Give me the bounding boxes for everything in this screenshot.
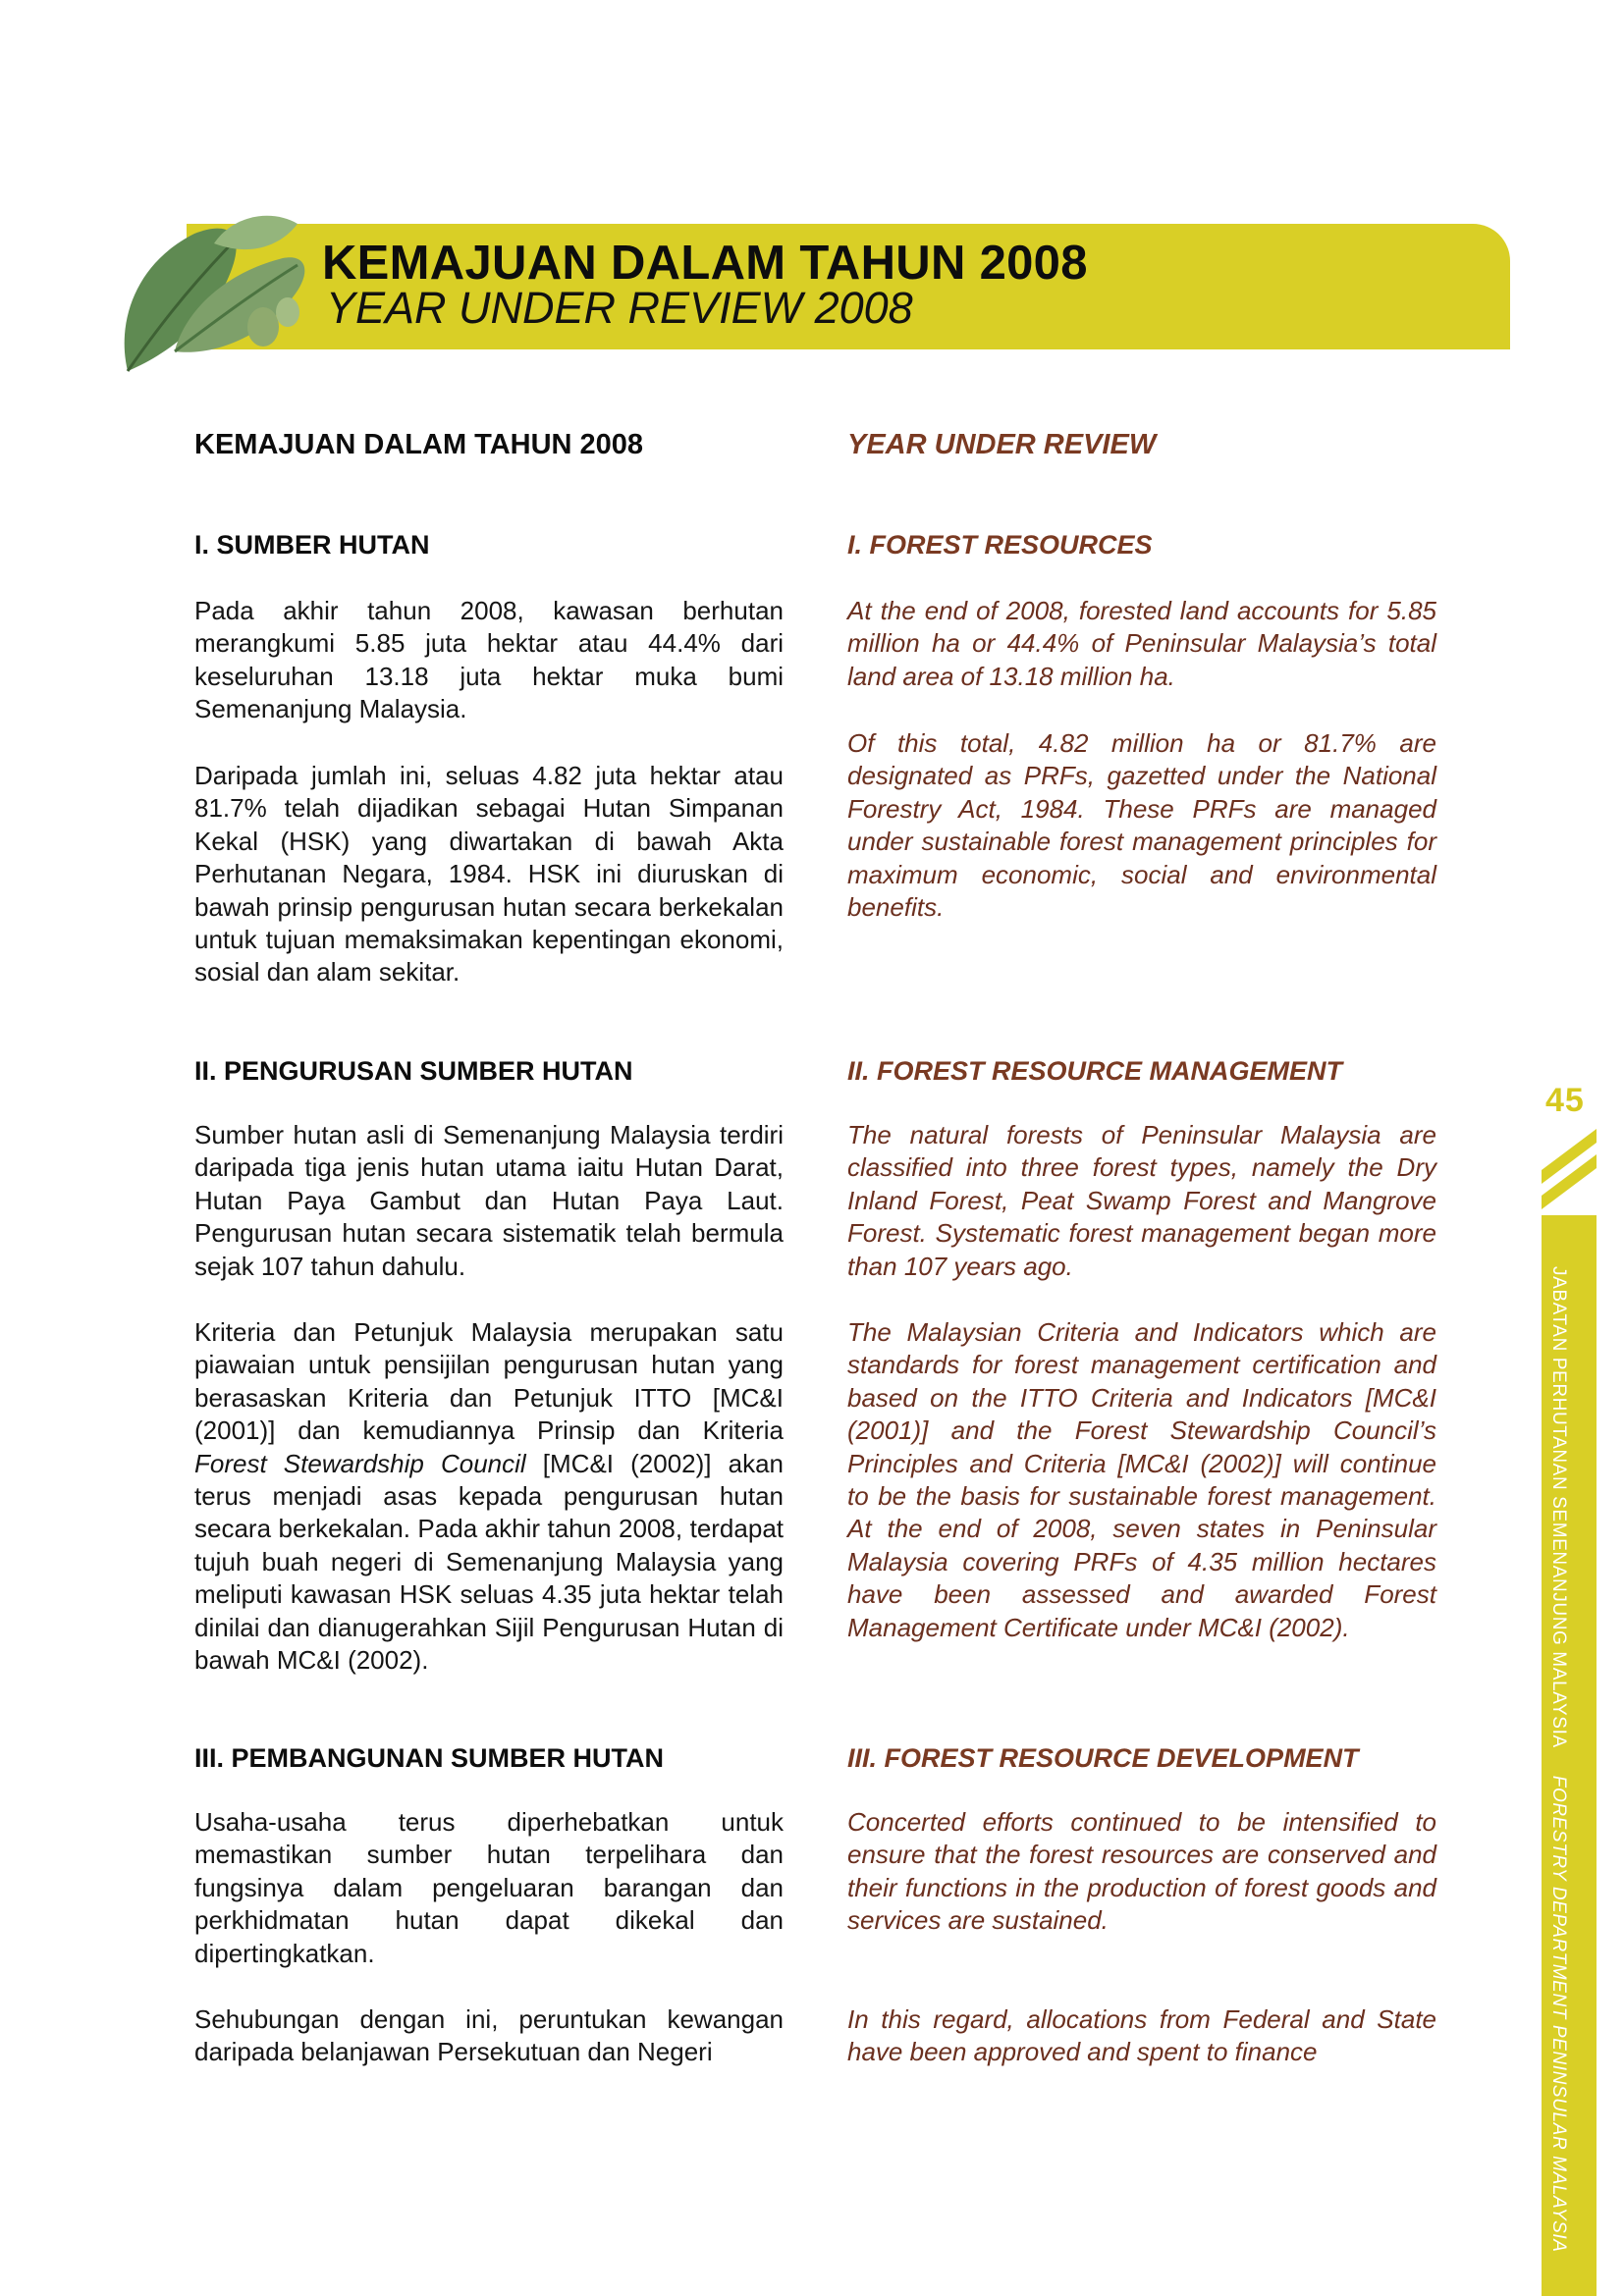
paragraph: Pada akhir tahun 2008, kawasan berhutan merangkumi 5.85 juta hektar atau 44.4% dari keseluruhan 13.18 juta hektar muka bumi Semenanjung Malaysia. (194, 596, 784, 724)
paragraph: Kriteria dan Petunjuk Malaysia merupakan satu piawaian untuk pensijilan pengurusan hutan yang berasaskan Kriteria dan Petunjuk ITTO [MC&I (2001)] dan kemudiannya Prinsip dan Kriteria Forest Stewardship Council [MC&I (2002)] akan terus menjadi asas kepada pengurusan hutan secara berkekalan. Pada akhir tahun 2008, terdapat tujuh buah negeri di Semenanjung Malaysia yang meliputi kawasan HSK seluas 4.35 juta hektar telah dinilai dan dianugerahkan Sijil Pengurusan Hutan di bawah MC&I (2002). (194, 1317, 784, 1676)
paragraph: Daripada jumlah ini, seluas 4.82 juta hektar atau 81.7% telah dijadikan sebagai Hutan Simpanan Kekal (HSK) yang diwartakan di bawah Akta Perhutanan Negara, 1984. HSK ini diuruskan di bawah prinsip pengurusan hutan secara berkekalan untuk tujuan memaksimakan kepentingan ekonomi, sosial dan alam sekitar. (194, 761, 784, 988)
section-heading: II. PENGURUSAN SUMBER HUTAN (194, 1056, 633, 1086)
page-subtitle: YEAR UNDER REVIEW 2008 (326, 283, 913, 333)
stripes-decoration (1540, 1129, 1598, 1217)
paragraph: Concerted efforts continued to be intensified to ensure that the forest resources are conserved and their functions in the production of forest goods and services are sustained. (847, 1807, 1436, 1936)
sidebar-text: JABATAN PERHUTANAN SEMENANJUNG MALAYSIAFORESTRY DEPARTMENT PENINSULAR MALAYSIA (1548, 1266, 1569, 2253)
column-heading: KEMAJUAN DALAM TAHUN 2008 (194, 429, 644, 460)
column-heading: YEAR UNDER REVIEW (847, 429, 1157, 460)
paragraph: The natural forests of Peninsular Malaysia are classified into three forest types, namely the Dry Inland Forest, Peat Swamp Forest and Mangrove Forest. Systematic forest management began more than 107 years ago. (847, 1120, 1436, 1281)
section-heading: I. SUMBER HUTAN (194, 530, 430, 560)
section-heading: III. FOREST RESOURCE DEVELOPMENT (847, 1743, 1359, 1773)
leaf-illustration-icon (116, 204, 312, 381)
paragraph: The Malaysian Criteria and Indicators which are standards for forest management certification and based on the ITTO Criteria and Indicators [MC&I (2001)] and the Forest Stewardship Council’s Principles and Criteria [MC&I (2002)] will continue to be the basis for sustainable forest management. At the end of 2008, seven states in Peninsular Malaysia covering PRFs of 4.35 million hectares have been assessed and awarded Forest Management Certificate under MC&I (2002). (847, 1317, 1436, 1642)
paragraph: At the end of 2008, forested land accounts for 5.85 million ha or 44.4% of Peninsular Malaysia’s total land area of 13.18 million ha. (847, 596, 1436, 691)
paragraph: Usaha-usaha terus diperhebatkan untuk memastikan sumber hutan terpelihara dan fungsinya dalam pengeluaran barangan dan perkhidmatan hutan dapat dikekal dan dipertingkatkan. (194, 1807, 784, 1968)
paragraph: In this regard, allocations from Federal and State have been approved and spent to finance (847, 2004, 1436, 2067)
section-heading: III. PEMBANGUNAN SUMBER HUTAN (194, 1743, 664, 1773)
section-heading: I. FOREST RESOURCES (847, 530, 1153, 560)
page-number: 45 (1545, 1082, 1585, 1119)
paragraph: Sehubungan dengan ini, peruntukan kewangan daripada belanjawan Persekutuan dan Negeri (194, 2004, 784, 2067)
page-title: KEMAJUAN DALAM TAHUN 2008 (322, 237, 1088, 290)
paragraph: Of this total, 4.82 million ha or 81.7% are designated as PRFs, gazetted under the National Forestry Act, 1984. These PRFs are managed under sustainable forest management principles for maximum economic, social and environmental benefits. (847, 728, 1436, 923)
section-heading: II. FOREST RESOURCE MANAGEMENT (847, 1056, 1343, 1086)
paragraph: Sumber hutan asli di Semenanjung Malaysia terdiri daripada tiga jenis hutan utama iaitu Hutan Darat, Hutan Paya Gambut dan Hutan Paya Laut. Pengurusan hutan secara sistematik telah bermula sejak 107 tahun dahulu. (194, 1120, 784, 1281)
